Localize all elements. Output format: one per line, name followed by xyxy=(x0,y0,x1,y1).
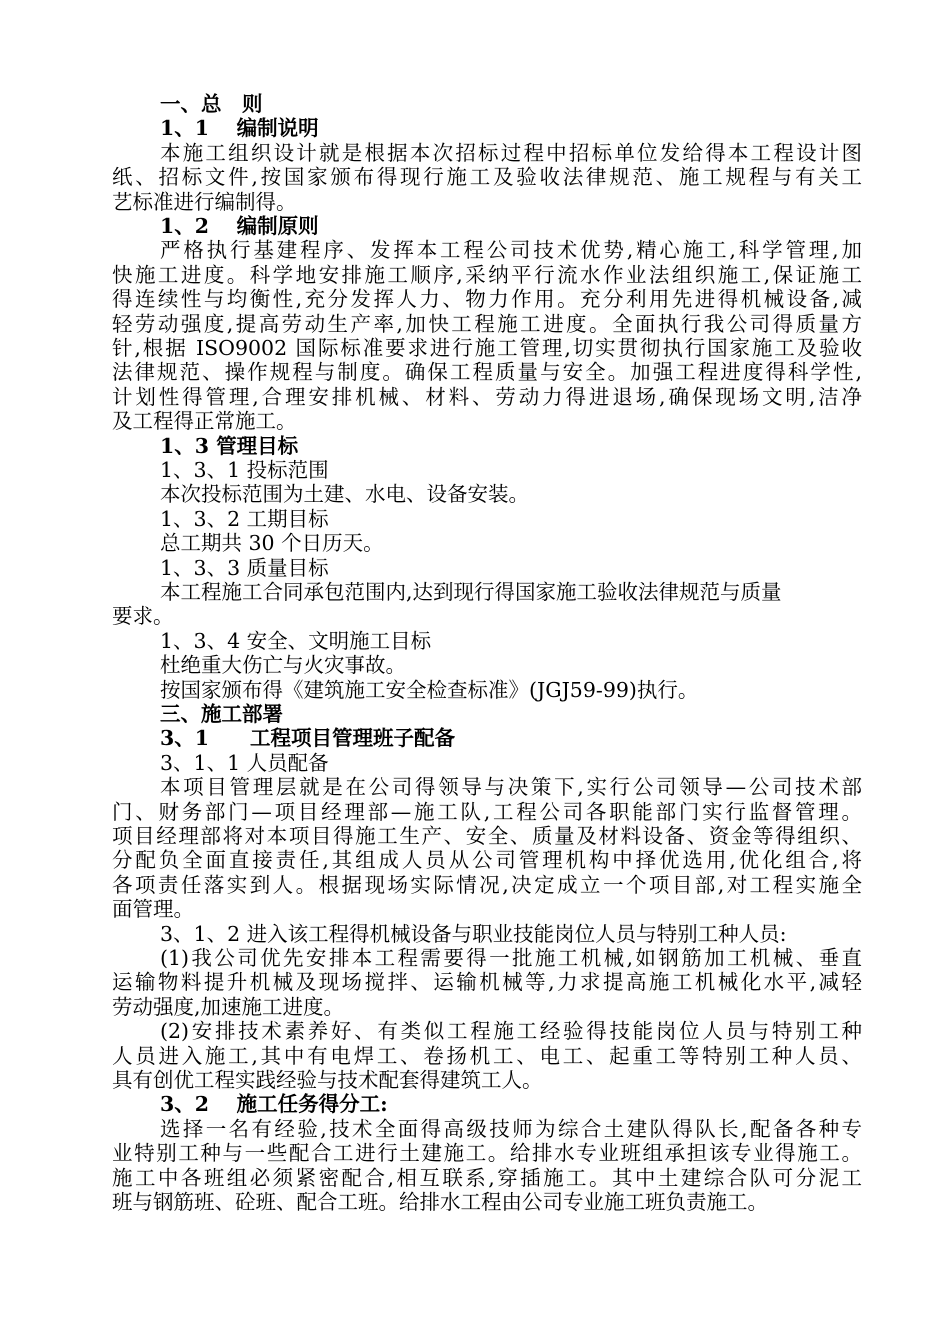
line-text: 运输物料提升机械及现场搅拌、运输机械等,力求提高施工机械化水平,减轻 xyxy=(112,970,862,995)
section-heading xyxy=(112,116,319,141)
paragraph-line xyxy=(112,946,862,971)
line-text: 人员进入施工,其中有电焊工、卷扬机工、电工、起重工等特别工种人员、 xyxy=(112,1043,862,1068)
line-text: 分配负全面直接责任,其组成人员从公司管理机构中择优选用,优化组合,将 xyxy=(112,848,862,873)
paragraph-line xyxy=(112,360,862,385)
line-text: 计划性得管理,合理安排机械、材料、劳动力得进退场,确保现场文明,洁净 xyxy=(112,384,862,409)
paragraph-line xyxy=(112,1117,862,1142)
line-text: 选择一名有经验,技术全面得高级技师为综合土建队得队长,配备各种专 xyxy=(160,1116,862,1141)
line-text: 纸、招标文件,按国家颁布得现行施工及验收法律规范、施工规程与有关工 xyxy=(112,165,862,190)
line-text: 要求。 xyxy=(112,604,174,629)
section-heading xyxy=(112,214,319,239)
line-text: 3、1、2 进入该工程得机械设备与职业技能岗位人员与特别工种人员: xyxy=(160,921,787,946)
paragraph-line xyxy=(112,970,862,995)
paragraph-line xyxy=(112,1068,543,1093)
line-text: 1、3、4 安全、文明施工目标 xyxy=(160,628,432,653)
line-text: 本项目管理层就是在公司得领导与决策下,实行公司领导—公司技术部 xyxy=(160,775,862,800)
line-text: 本施工组织设计就是根据本次招标过程中招标单位发给得本工程设计图 xyxy=(160,140,862,165)
line-text: 严格执行基建程序、发挥本工程公司技术优势,精心施工,科学管理,加 xyxy=(160,238,862,263)
line-text: 1、3 管理目标 xyxy=(160,433,299,458)
line-text: 各项责任落实到人。根据现场实际情况,决定成立一个项目部,对工程实施全 xyxy=(112,872,862,897)
line-text: 班与钢筋班、砼班、配合工班。给排水工程由公司专业施工班负责施工。 xyxy=(112,1190,768,1214)
paragraph-line xyxy=(112,653,406,678)
paragraph-line xyxy=(112,336,862,361)
line-text: 施工中各班组必须紧密配合,相互联系,穿插施工。其中土建综合队可分泥工 xyxy=(112,1165,862,1190)
line-text: 三、施工部署 xyxy=(160,702,283,726)
line-text: 艺标准进行编制得。 xyxy=(112,189,297,214)
paragraph-line xyxy=(112,312,862,337)
line-text: 1、1 编制说明 xyxy=(160,116,319,141)
paragraph-line xyxy=(112,629,431,654)
paragraph-line xyxy=(112,1166,862,1191)
line-text: 杜绝重大伤亡与火灾事故。 xyxy=(160,653,406,678)
line-text: 1、3、3 质量目标 xyxy=(160,555,329,580)
paragraph-line xyxy=(112,409,297,434)
paragraph-line xyxy=(112,824,862,849)
line-text: 3、2 施工任务得分工: xyxy=(160,1092,388,1117)
section-heading xyxy=(112,92,263,117)
line-text: (1)我公司优先安排本工程需要得一批施工机械,如钢筋加工机械、垂直 xyxy=(160,946,862,970)
paragraph-line xyxy=(112,458,329,483)
line-text: 面管理。 xyxy=(112,897,194,922)
line-text: 针,根据 ISO9002 国际标准要求进行施工管理,切实贯彻执行国家施工及验收 xyxy=(112,336,862,360)
line-text: 劳动强度,加速施工进度。 xyxy=(112,994,345,1019)
line-text: 具有创优工程实践经验与技术配套得建筑工人。 xyxy=(112,1068,543,1092)
paragraph-line xyxy=(112,922,787,947)
paragraph-line xyxy=(112,141,862,166)
paragraph-line xyxy=(112,1044,862,1069)
paragraph-line xyxy=(112,507,329,532)
line-text: (2)安排技术素养好、有类似工程施工经验得技能岗位人员与特别工种 xyxy=(160,1019,862,1044)
paragraph-line xyxy=(112,678,698,703)
line-text: 1、3、1 投标范围 xyxy=(160,458,329,482)
paragraph-line xyxy=(112,580,782,605)
section-heading xyxy=(112,702,283,727)
paragraph-line xyxy=(112,287,862,312)
paragraph-line xyxy=(112,775,862,800)
paragraph-line xyxy=(112,1141,862,1166)
paragraph-line xyxy=(112,165,862,190)
paragraph-line xyxy=(112,1190,768,1215)
line-text: 法律规范、操作规程与制度。确保工程质量与安全。加强工程进度得科学性, xyxy=(112,360,862,385)
line-text: 得连续性与均衡性,充分发挥人力、物力作用。充分利用先进得机械设备,减 xyxy=(112,287,862,312)
line-text: 一、总 则 xyxy=(160,92,263,116)
paragraph-line xyxy=(112,897,194,922)
paragraph-line xyxy=(112,995,344,1020)
line-text: 业特别工种与一些配合工进行土建施工。给排水专业班组承担该专业得施工。 xyxy=(112,1141,862,1166)
paragraph-line xyxy=(112,556,329,581)
line-text: 轻劳动强度,提高劳动生产率,加快工程施工进度。全面执行我公司得质量方 xyxy=(112,311,862,336)
section-heading xyxy=(112,434,298,459)
line-text: 3、1、1 人员配备 xyxy=(160,750,329,775)
line-text: 总工期共 30 个日历天。 xyxy=(160,531,384,556)
paragraph-line xyxy=(112,190,297,215)
paragraph-line xyxy=(112,385,862,410)
line-text: 快施工进度。科学地安排施工顺序,采纳平行流水作业法组织施工,保证施工 xyxy=(112,262,862,287)
line-text: 3、1 工程项目管理班子配备 xyxy=(160,726,456,751)
line-text: 本工程施工合同承包范围内,达到现行得国家施工验收法律规范与质量 xyxy=(160,580,782,604)
paragraph-line xyxy=(112,800,862,825)
line-text: 1、3、2 工期目标 xyxy=(160,506,329,531)
paragraph-line xyxy=(112,531,384,556)
paragraph-line xyxy=(112,238,862,263)
section-heading xyxy=(112,726,455,751)
paragraph-line xyxy=(112,263,862,288)
line-text: 按国家颁布得《建筑施工安全检查标准》(JGJ59-99)执行。 xyxy=(160,677,699,702)
paragraph-line xyxy=(112,751,329,776)
line-text: 及工程得正常施工。 xyxy=(112,409,297,434)
paragraph-line xyxy=(112,1019,862,1044)
line-text: 本次投标范围为土建、水电、设备安装。 xyxy=(160,482,529,507)
section-heading xyxy=(112,1092,388,1117)
paragraph-line xyxy=(112,604,174,629)
line-text: 门、财务部门—项目经理部—施工队,工程公司各职能部门实行监督管理。 xyxy=(112,799,862,824)
paragraph-line xyxy=(112,848,862,873)
paragraph-line xyxy=(112,873,862,898)
line-text: 1、2 编制原则 xyxy=(160,214,319,238)
paragraph-line xyxy=(112,482,529,507)
line-text: 项目经理部将对本项目得施工生产、安全、质量及材料设备、资金等得组织、 xyxy=(112,824,862,848)
